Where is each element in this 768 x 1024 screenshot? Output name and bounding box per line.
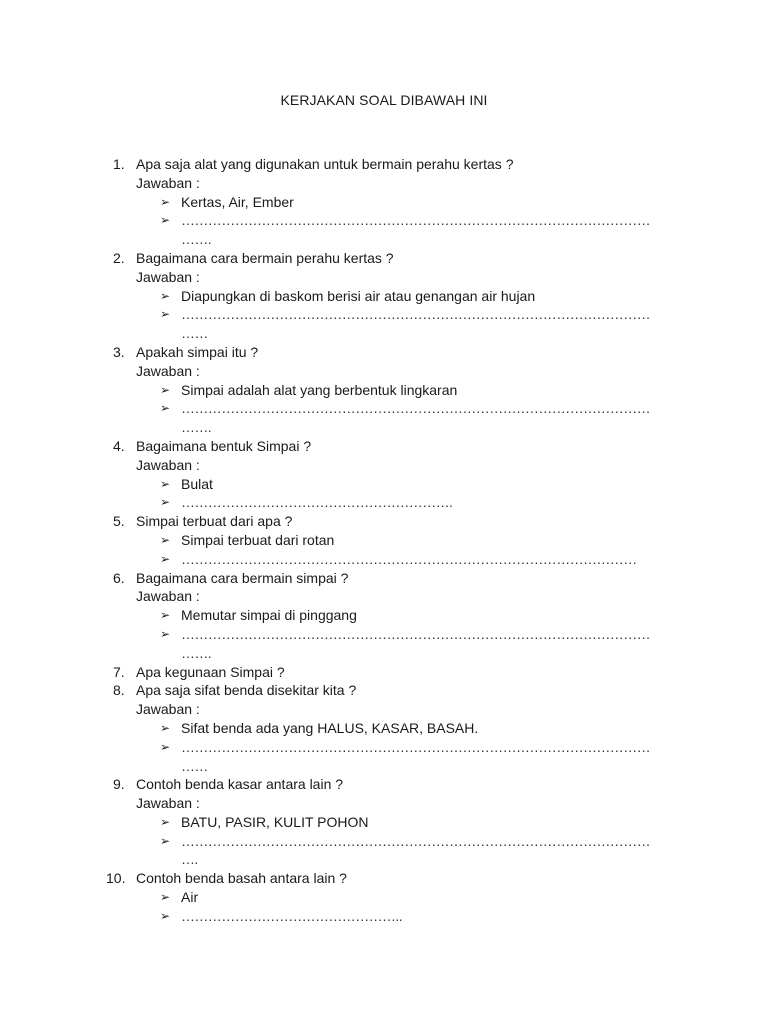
question-text: Contoh benda basah antara lain ? [136,870,347,887]
arrow-bullet-icon: ➢ [160,626,171,641]
question-line [0,869,768,888]
answer-bullet [0,193,768,212]
arrow-bullet-icon: ➢ [160,608,171,623]
question-text: Apa saja sifat benda disekitar kita ? [136,682,357,699]
jawaban-line [0,174,768,193]
arrow-bullet-icon: ➢ [160,720,171,735]
jawaban-line [0,700,768,719]
question-line [0,775,768,794]
arrow-bullet-icon: ➢ [160,213,171,228]
question-text: Apa saja alat yang digunakan untuk bermain perahu kertas ? [136,156,514,172]
question-number: 2. [113,249,125,266]
question-number: 1. [113,156,125,172]
answer-text: Diapungkan di baskom berisi air atau genangan air hujan [181,287,536,304]
answer-blank-dots: ……. [181,231,212,248]
answer-bullet [0,493,768,512]
answer-bullet [0,381,768,400]
question-number: 4. [113,437,125,454]
answer-text: Bulat [181,475,213,492]
question-number: 5. [113,513,125,530]
answer-bullet [0,475,768,494]
jawaban-label: Jawaban : [136,362,200,379]
arrow-bullet-icon: ➢ [160,551,171,566]
question-text: Contoh benda kasar antara lain ? [136,776,344,793]
jawaban-line [0,587,768,606]
question-line [0,681,768,700]
arrow-bullet-icon: ➢ [160,307,171,322]
jawaban-line [0,456,768,475]
answer-blank-dots: …………………………………………………………………………………………… [181,306,651,323]
arrow-bullet-icon: ➢ [160,194,171,209]
answer-text: Memutar simpai di pinggang [181,607,357,624]
arrow-bullet-icon: ➢ [160,908,171,923]
answer-blank-dots: …… [181,325,208,342]
answer-blank-dots: …………………………………………………………………………………………… [181,212,651,229]
question-line [0,663,768,682]
arrow-bullet-icon: ➢ [160,495,171,510]
answer-text: Air [181,889,199,906]
question-number: 10. [106,870,126,887]
arrow-bullet-icon: ➢ [160,890,171,905]
arrow-bullet-icon: ➢ [160,476,171,491]
answer-blank-dots: …………………………………………………………………………………………… [181,832,651,849]
answer-blank-dots: ……………………………………………………. [181,494,453,511]
answer-bullet [0,531,768,550]
answer-blank-dots: ………………………………………………………………………………………… [181,550,637,567]
answer-bullet [0,832,768,851]
answer-bullet [0,211,768,230]
answer-bullet [0,399,768,418]
question-line [0,437,768,456]
jawaban-label: Jawaban : [136,268,200,285]
jawaban-line [0,362,768,381]
question-number: 7. [113,663,125,680]
answer-blank-dots: ……. [181,644,212,661]
question-number: 3. [113,343,125,360]
question-text: Apakah simpai itu ? [136,343,259,360]
answer-blank-continuation [0,644,768,663]
answer-blank-continuation [0,324,768,343]
answer-bullet [0,719,768,738]
answer-bullet [0,287,768,306]
arrow-bullet-icon: ➢ [160,401,171,416]
question-text: Bagaimana cara bermain perahu kertas ? [136,249,394,266]
answer-bullet [0,606,768,625]
answer-text: BATU, PASIR, KULIT POHON [181,813,369,830]
question-number: 9. [113,776,125,793]
arrow-bullet-icon: ➢ [160,288,171,303]
question-line [0,343,768,362]
answer-blank-continuation [0,418,768,437]
answer-bullet [0,888,768,907]
answer-bullet [0,813,768,832]
answer-blank-continuation [0,757,768,776]
answer-blank-dots: …………………………………………………………………………………………… [181,400,651,417]
question-line [0,155,768,174]
answer-bullet [0,907,768,926]
jawaban-label: Jawaban : [136,795,200,812]
question-text: Apa kegunaan Simpai ? [136,663,285,680]
answer-text: Kertas, Air, Ember [181,193,294,210]
answer-blank-continuation [0,230,768,249]
question-line [0,512,768,531]
answer-text: Sifat benda ada yang HALUS, KASAR, BASAH. [181,719,479,736]
answer-blank-dots: ……. [181,419,212,436]
question-line [0,569,768,588]
question-number: 6. [113,569,125,586]
jawaban-label: Jawaban : [136,701,200,718]
arrow-bullet-icon: ➢ [160,532,171,547]
arrow-bullet-icon: ➢ [160,739,171,754]
question-line [0,249,768,268]
answer-bullet [0,550,768,569]
jawaban-label: Jawaban : [136,456,200,473]
answer-text: Simpai terbuat dari rotan [181,531,335,548]
answer-blank-continuation [0,850,768,869]
answer-blank-dots: …… [181,757,208,774]
question-text: Bagaimana bentuk Simpai ? [136,437,312,454]
question-text: Simpai terbuat dari apa ? [136,513,293,530]
answer-blank-dots: ………………………………………….. [181,907,402,924]
page-title: KERJAKAN SOAL DIBAWAH INI [280,92,488,108]
answer-blank-dots: …. [181,851,198,868]
answer-blank-dots: …………………………………………………………………………………………… [181,625,651,642]
question-list [0,155,768,926]
jawaban-label: Jawaban : [136,588,200,605]
arrow-bullet-icon: ➢ [160,814,171,829]
arrow-bullet-icon: ➢ [160,833,171,848]
jawaban-label: Jawaban : [136,174,200,191]
jawaban-line [0,268,768,287]
question-number: 8. [113,682,125,699]
answer-text: Simpai adalah alat yang berbentuk lingkaran [181,381,458,398]
answer-blank-dots: …………………………………………………………………………………………… [181,738,651,755]
question-text: Bagaimana cara bermain simpai ? [136,569,349,586]
answer-bullet [0,738,768,757]
arrow-bullet-icon: ➢ [160,382,171,397]
answer-bullet [0,625,768,644]
answer-bullet [0,305,768,324]
jawaban-line [0,794,768,813]
